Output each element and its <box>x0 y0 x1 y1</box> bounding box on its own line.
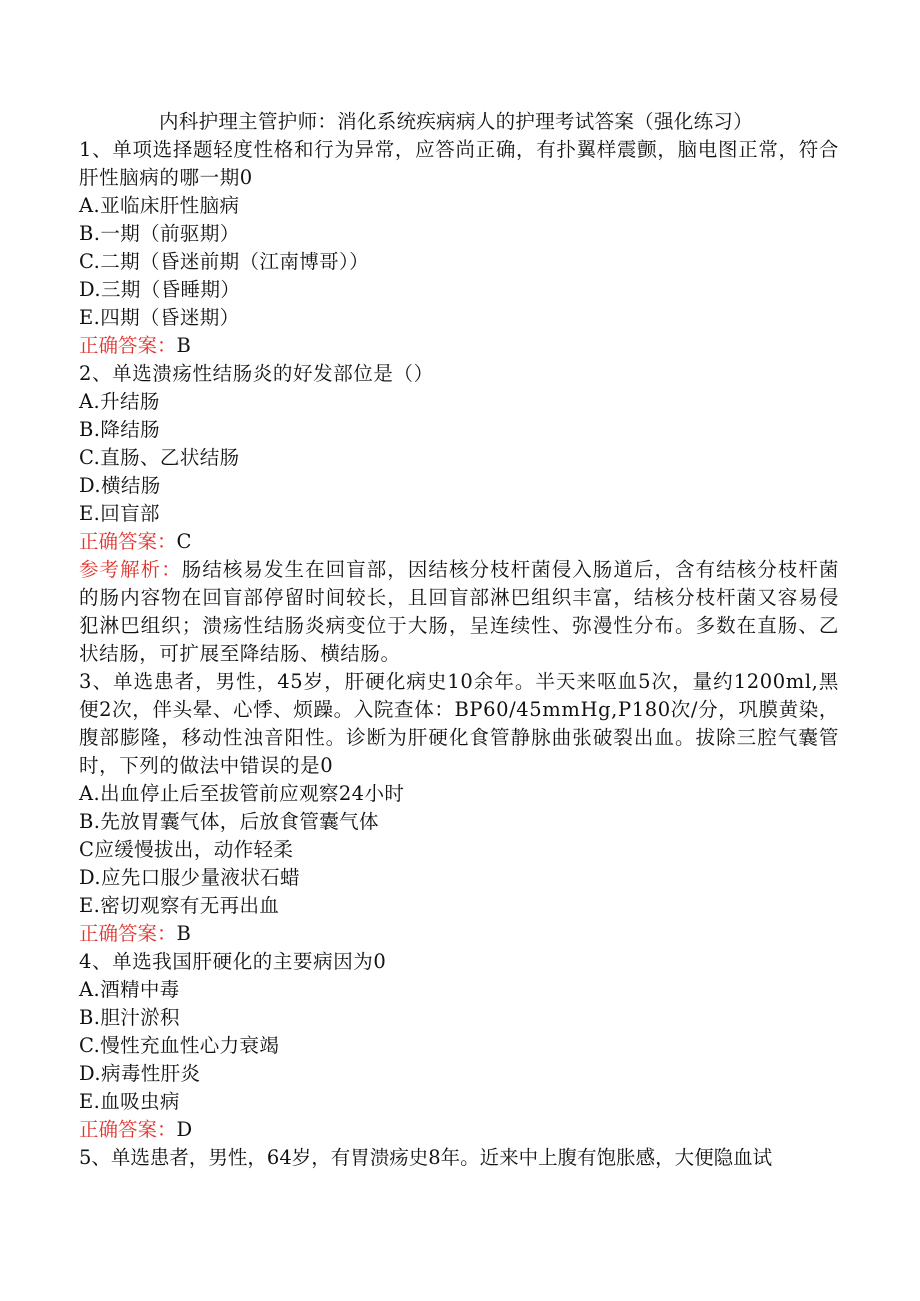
document-title: 内科护理主管护师：消化系统疾病病人的护理考试答案（强化练习） <box>158 110 753 133</box>
answer-label: 正确答案： <box>79 334 177 357</box>
question-5-stem: 5、单选患者，男性，64岁，有胃溃疡史8年。近来中上腹有饱胀感，大便隐血试 <box>79 1146 773 1169</box>
question-3-answer <box>79 920 839 948</box>
question-2-option-a: A.升结肠 <box>79 390 160 413</box>
question-2-option-e: E.回盲部 <box>79 502 160 525</box>
question-4-answer <box>79 1116 839 1144</box>
answer-value: B <box>176 334 191 357</box>
answer-label: 正确答案： <box>79 922 177 945</box>
question-1-option-d: D.三期（昏睡期） <box>79 278 241 301</box>
question-1-option-c: C.二期（昏迷前期（江南博哥）） <box>79 250 370 273</box>
question-4-option-e: E.血吸虫病 <box>79 1090 180 1113</box>
question-4-option-c: C.慢性充血性心力衰竭 <box>79 1034 280 1057</box>
question-4-option-d: D.病毒性肝炎 <box>79 1062 201 1085</box>
question-1-answer <box>79 332 839 360</box>
question-1-stem: 1、单项选择题轻度性格和行为异常，应答尚正确，有扑翼样震颤，脑电图正常，符合肝性脑病的哪一期0 <box>79 138 839 189</box>
question-1-option-e: E.四期（昏迷期） <box>79 306 240 329</box>
question-2-answer <box>79 528 839 556</box>
question-4-stem: 4、单选我国肝硬化的主要病因为0 <box>79 950 387 973</box>
analysis-label: 参考解析： <box>79 558 182 581</box>
question-2-option-c: C.直肠、乙状结肠 <box>79 446 240 469</box>
question-2-option-d: D.横结肠 <box>79 474 161 497</box>
question-4-option-a: A.酒精中毒 <box>79 978 180 1001</box>
answer-label: 正确答案： <box>79 530 177 553</box>
question-2-option-b: B.降结肠 <box>79 418 161 441</box>
question-2-stem: 2、单选溃疡性结肠炎的好发部位是（） <box>79 362 434 385</box>
document-page <box>79 108 839 1172</box>
answer-value: B <box>176 922 191 945</box>
question-2-analysis <box>79 556 839 668</box>
analysis-text: 肠结核易发生在回盲部，因结核分枝杆菌侵入肠道后，含有结核分枝杆菌的肠内容物在回盲部停留时间较长，且回盲部淋巴组织丰富，结核分枝杆菌又容易侵犯淋巴组织；溃疡性结肠炎病变位于大肠，呈连续性、弥漫性分布。多数在直肠、乙状结肠，可扩展至降结肠、横结肠。 <box>79 558 839 665</box>
question-3-option-e: E.密切观察有无再出血 <box>79 894 280 917</box>
question-1-option-b: B.一期（前驱期） <box>79 222 240 245</box>
question-3-option-a: A.出血停止后至拔管前应观察24小时 <box>79 782 405 805</box>
question-3-option-b: B.先放胃囊气体，后放食管囊气体 <box>79 810 379 833</box>
question-4-option-b: B.胆汁淤积 <box>79 1006 180 1029</box>
question-3-stem: 3、单选患者，男性，45岁，肝硬化病史10余年。半天来呕血5次，量约1200ml,黑便2次，伴头晕、心悸、烦躁。入院查体：BP60/45mmHg,P180次/分，巩膜黄染，腹部膨隆，移动性浊音阳性。诊断为肝硬化食管静脉曲张破裂出血。拔除三腔气囊管时，下列的做法中错误的是0 <box>79 670 839 777</box>
question-1-option-a: A.亚临床肝性脑病 <box>79 194 240 217</box>
answer-label: 正确答案： <box>79 1118 177 1141</box>
answer-value: C <box>176 530 192 553</box>
question-3-option-d: D.应先口服少量液状石蜡 <box>79 866 300 889</box>
question-3-option-c: C应缓慢拔出，动作轻柔 <box>79 838 294 861</box>
answer-value: D <box>176 1118 193 1141</box>
